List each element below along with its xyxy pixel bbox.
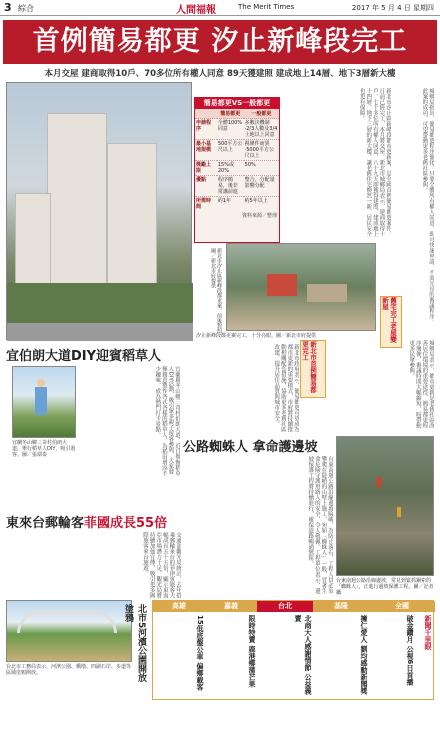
side-article-body: 城鄉局指出，簡易都更程序簡化，只要全體所有權人同意，即可快速申請，不需冗長的審議程序。此案的成功，可望帶動更多老舊社區參與。 <box>421 88 434 325</box>
road <box>7 323 193 341</box>
aerial-photo <box>226 243 376 331</box>
cell: 程序簡易，後非常講前進 <box>217 176 244 197</box>
comparison-box <box>194 97 280 243</box>
lead-article-body: 新北市汐止區新峰段都市更新案，是全國首例簡易都更案件，日前已經完工，本月將交屋。新北市城鄉局表示，建商取得十戶、七十多位所有權人同意，八十九天即獲得建照，建成地上十四層、地下三層的新大樓，讓老舊住宅煥然一新，居民安全也更有保障。 <box>358 88 391 237</box>
aerial-photo-caption: 新北市汐止區新峰段都更案，前後對照。圖／新北市府提供 <box>210 248 222 338</box>
region-news-headline: 15低底盤公車 偏鄉載客 <box>196 615 204 691</box>
region-bar: 台北 <box>257 601 313 612</box>
cell: 50% <box>244 161 279 176</box>
building-shape <box>15 193 51 293</box>
roof-shape <box>307 284 347 302</box>
cruise-title-line1: 東來台郵輪客 <box>6 516 85 531</box>
building-shape <box>47 113 107 293</box>
main-subheadline: 本月交屋 建商取得10戶、70多位所有權人同意 89天獲建照 建成地上14層、地下3層新大樓 <box>44 69 396 79</box>
right-article-body: 城鄉局表示，都市更新是老舊社區改善居住環境的重要途徑，簡易都更程序簡便，審議時間大幅縮短，盼帶動更多民眾參與。 <box>408 340 434 428</box>
scarecrow-title: 宜伯朗大道DIY迎賓稻草人 <box>6 349 162 364</box>
section-label: 綜合 <box>18 4 34 13</box>
table-header <box>195 109 217 119</box>
region-bar: 基隆 <box>313 601 369 612</box>
river-caption: 台北市工務局表示，河濱公園、橋墩、四副石岸、步道等區域塗鴉開放。 <box>6 664 132 676</box>
row-key: 申請程序 <box>195 119 217 140</box>
figure-head <box>37 379 45 387</box>
region-bar: 嘉義 <box>205 601 257 612</box>
page-number: 3 <box>4 1 12 14</box>
region-bar: 全國 <box>369 601 435 612</box>
building-shape <box>107 143 157 293</box>
spider-title: 公路蜘蛛人 拿命護邊坡 <box>183 440 318 455</box>
mid-callout <box>300 340 326 398</box>
cruise-title-line2: 菲國成長55倍 <box>84 516 168 531</box>
scarecrow-article-body: 宜蘭縣冬山鄉三奇村伯朗大道，近日舉辦稻草人DIY活動，吸引眾多親子遊客參與，大家發揮創意製作各式各樣的稻草人，為稻田增添不少趣味，成為熱門打卡景點。 <box>154 366 180 476</box>
side-callout-line1: 舊宅完工 <box>389 297 397 323</box>
region-news-headline: 擁仁愛人 劉均感動新聞獎 <box>360 615 368 695</box>
spider-caption: 台東南迴公路沿線邊坡，常見到緊抓鋼索的「蜘蛛人」，正進行邊坡保護工程。圖／記者攝 <box>336 578 434 596</box>
row-key: 最小基地規模 <box>195 140 217 161</box>
table-header: 一般都更 <box>244 109 279 119</box>
mid-callout-line1: 新北市首例 <box>309 341 317 374</box>
scarecrow-photo <box>12 366 76 438</box>
figure-body <box>35 387 47 415</box>
regional-news-label: 新聞千里眼 <box>424 615 432 650</box>
cruise-title <box>6 512 181 530</box>
main-photo-caption: 汐止新峰段都更案完工，十分亮眼。圖／新北市府提供 <box>196 333 317 339</box>
cruise-article-body: 交通部觀光局統計，去年搭乘郵輪來台的菲律賓旅客大幅成長五十五倍，顯示東南亞市場潛力十足，觀光局將持續加強宣傳，吸引更多國際旅客來台旅遊。 <box>142 532 181 598</box>
row-key: 獎勵上限 <box>195 161 217 176</box>
table-row <box>195 119 279 140</box>
cell: 500平方公尺以上 <box>217 140 244 161</box>
masthead <box>0 0 440 16</box>
scarecrow-caption: 宜蘭冬山鄉三奇村伯朗大道，舉行稻草人DIY，吸引遊客。圖／張瑞泰 <box>12 440 76 458</box>
region-bar: 高雄 <box>153 601 205 612</box>
row-key: 優點 <box>195 176 217 197</box>
main-headline: 首例簡易都更 汐止新峰段完工 <box>3 20 437 64</box>
roof-shape <box>267 274 297 296</box>
regional-news-panel <box>152 600 434 700</box>
comparison-table <box>195 109 279 211</box>
cell: 多數決機制·2/3人數及3/4土地以上同意 <box>244 120 278 138</box>
table-header: 簡易都更 <box>217 109 244 119</box>
cell: 全體100%同意 <box>217 119 244 140</box>
cell: 視條件而異·5000平方公尺以上 <box>244 140 279 161</box>
main-photo-buildings <box>6 82 192 340</box>
river-photo <box>6 600 132 662</box>
cell: 約5年以上 <box>244 197 279 212</box>
worker-figure <box>397 507 401 517</box>
river-title: 北市5河濱公園開放塗鴉 <box>123 604 146 683</box>
cell: 15%或20% <box>217 161 244 176</box>
region-news-headline: 北商大人感謝情節 公益義賣 <box>294 615 312 695</box>
issue-date: 2017 年 5 月 4 日 星期四 <box>351 4 434 12</box>
region-news-headline: 限時特賣 鹿港鄉蒲芒果 <box>248 615 256 688</box>
cell: 約1年 <box>217 197 244 212</box>
table-row <box>195 140 279 161</box>
side-callout-line2: 老屋變新屋 <box>381 297 397 343</box>
middle-article-body: 新北市政府表示，簡易都更可望成為都市更新的重要模式，市府將持續推動相關配套措施，協助更多老舊社區改建，提升居住品質與城市安全。 <box>273 344 299 432</box>
cell: 整合，分配量影響分配 <box>244 176 279 197</box>
worker-figure <box>377 477 381 487</box>
comparison-box-title: 簡易都更VS一般都更 <box>195 98 279 109</box>
newspaper-logo-en: The Merit Times <box>238 3 295 11</box>
bridge-arch <box>17 611 117 633</box>
spider-article-body: 台東南迴公路沿線邊坡險峻，為防止落石，工程人員必須攀爬在陡峭的山壁上施工，宛如「蜘蛛人」一般，冒著生命危險守護用路人的安全，令人敬佩。工程單位表示，邊坡保護工程將持續進行，確保道路暢通無阻。 <box>307 456 333 594</box>
mid-callout-line2: 簡易都更完工 <box>301 341 317 393</box>
spider-photo <box>336 436 434 576</box>
table-row <box>195 161 279 176</box>
region-news-headline: 破金鑽月 公視6日首播 <box>406 615 414 686</box>
row-key: 所需時間 <box>195 197 217 212</box>
table-row <box>195 197 279 212</box>
table-source: 資料來源／整理 <box>241 213 277 219</box>
table-row <box>195 176 279 197</box>
newspaper-logo: 人間福報 <box>176 5 216 16</box>
